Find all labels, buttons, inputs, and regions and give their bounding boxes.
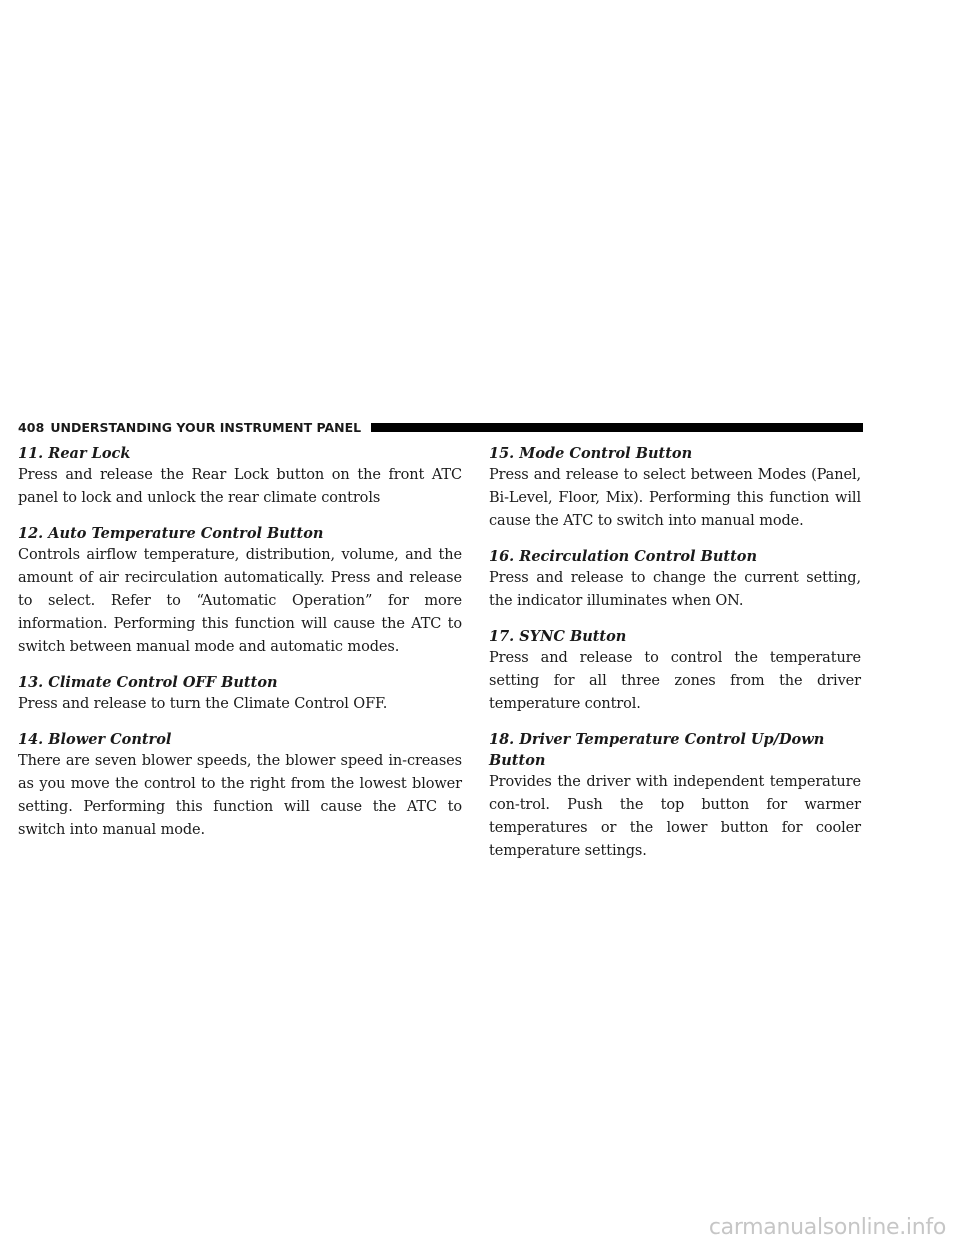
item-auto-temperature-control <box>18 523 462 659</box>
item-body: Press and release to turn the Climate Control OFF. <box>18 696 388 712</box>
right-column <box>489 443 861 876</box>
page-header <box>18 419 863 435</box>
item-body: Press and release to select between Modes (Panel, Bi-Level, Floor, Mix). Performing this function will cause the ATC to switch into manual mode. <box>489 467 861 529</box>
header-rule <box>371 423 863 432</box>
watermark: carmanualsonline.info <box>708 1215 946 1240</box>
item-recirculation-control <box>489 546 861 613</box>
item-heading: 14. Blower Control <box>18 731 172 748</box>
item-body: Press and release to change the current setting, the indicator illuminates when ON. <box>489 570 861 609</box>
item-heading: 15. Mode Control Button <box>489 445 693 462</box>
section-title: UNDERSTANDING YOUR INSTRUMENT PANEL <box>50 419 362 435</box>
item-rear-lock <box>18 443 462 510</box>
item-heading: 17. SYNC Button <box>489 628 627 645</box>
item-heading: 11. Rear Lock <box>18 445 131 462</box>
item-climate-control-off <box>18 672 462 716</box>
item-body: Provides the driver with independent temperature con-trol. Push the top button for warmer temperatures or the lower button for cooler temperature settings. <box>489 774 861 859</box>
item-sync-button <box>489 626 861 716</box>
item-body: Press and release to control the temperature setting for all three zones from the driver temperature control. <box>489 650 861 712</box>
item-heading: 13. Climate Control OFF Button <box>18 674 278 691</box>
item-heading: 18. Driver Temperature Control Up/Down Button <box>489 731 825 769</box>
item-heading: 12. Auto Temperature Control Button <box>18 525 324 542</box>
item-heading: 16. Recirculation Control Button <box>489 548 757 565</box>
item-body: Controls airflow temperature, distribution, volume, and the amount of air recirculation automatically. Press and release to select. Refer to “Automatic Operation” for more information. Performing this function will cause the ATC to switch between manual mode and automatic modes. <box>18 547 462 655</box>
item-blower-control <box>18 729 462 842</box>
left-column <box>18 443 462 855</box>
item-body: Press and release the Rear Lock button on the front ATC panel to lock and unlock the rear climate controls <box>18 467 462 506</box>
item-mode-control <box>489 443 861 533</box>
page-number: 408 <box>18 419 45 435</box>
item-driver-temperature-control <box>489 729 861 863</box>
item-body: There are seven blower speeds, the blower speed in-creases as you move the control to the right from the lowest blower setting. Performing this function will cause the ATC to switch into manual mode. <box>18 753 462 838</box>
